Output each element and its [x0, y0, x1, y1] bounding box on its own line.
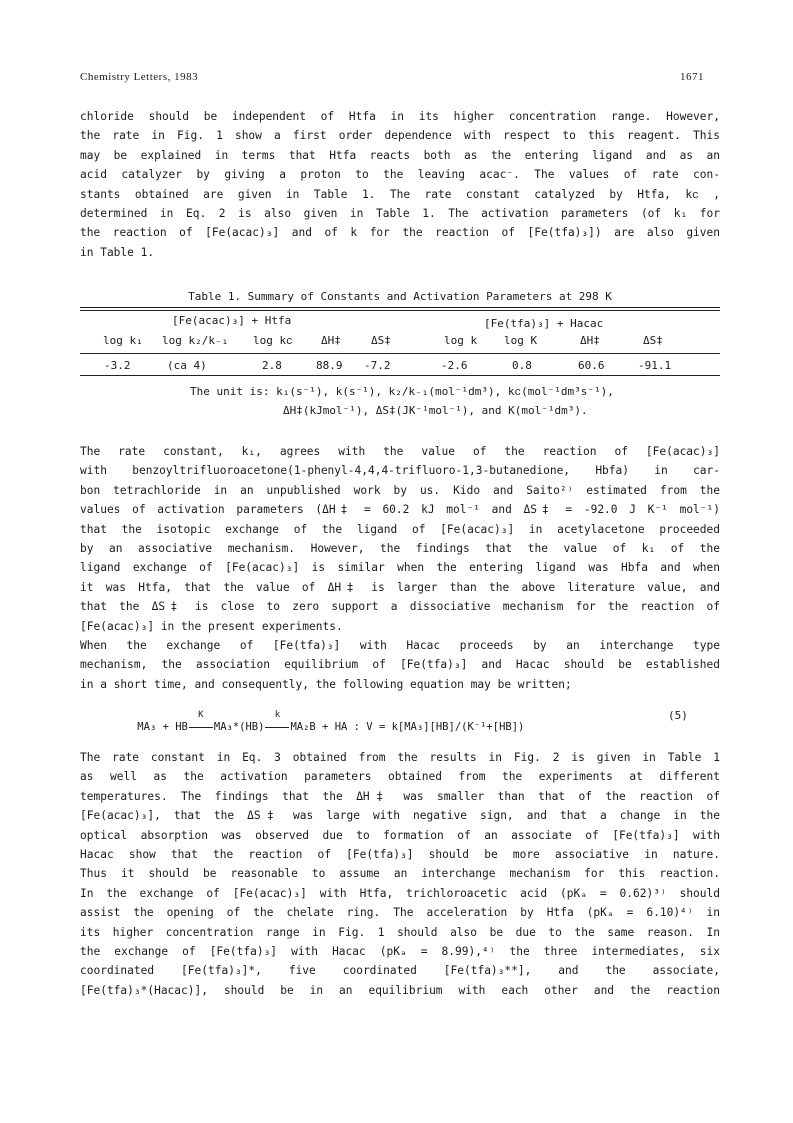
table-caption: Table 1. Summary of Constants and Activation Parameters at 298 K: [188, 290, 612, 303]
rate-constant-label: k: [274, 710, 281, 720]
table-cell: -3.2: [104, 359, 131, 372]
table-cell: -91.1: [638, 359, 672, 372]
table-header: ΔS‡: [643, 334, 663, 347]
text-line: [Fe(acac)₃], that the ΔS‡ was large with negative sign, and that a change in the: [80, 809, 720, 823]
text-line: temperatures. The findings that the ΔH‡ was smaller than that of the reaction of: [80, 789, 720, 803]
equation-5: [112, 709, 524, 745]
table-header: ΔS‡: [371, 334, 391, 347]
text-line: the rate in Fig. 1 show a first order dependence with respect to this reagent. This: [80, 129, 720, 143]
text-line: In the exchange of [Fe(acac)₃] with Htfa, trichloroacetic acid (pKₐ = 0.62)³⁾ should: [80, 886, 720, 900]
text-line: coordinated [Fe(tfa)₃]*, five coordinated [Fe(tfa)₃**], and the associate,: [80, 964, 720, 978]
running-header-journal: Chemistry Letters, 1983: [80, 71, 199, 83]
table-header: log k₁: [103, 334, 143, 347]
equation-lhs: MA₃ + HB: [137, 721, 188, 733]
text-line: assist the opening of the chelate ring. The acceleration by Htfa (pKₐ = 6.10)⁴⁾ in: [80, 906, 720, 920]
rate-arrow: [264, 710, 290, 733]
table-cell: -2.6: [441, 359, 468, 372]
table-header: ΔH‡: [321, 334, 341, 347]
text-line: that the ΔS‡ is close to zero support a dissociative mechanism for the reaction of: [80, 600, 720, 614]
text-line: determined in Eq. 2 is also given in Table 1. The activation parameters (of k₁ for: [80, 206, 720, 220]
text-line: may be explained in terms that Htfa reacts both as the entering ligand and as an: [80, 148, 720, 162]
table-header: log K: [504, 334, 538, 347]
table-unit-note: The unit is: k₁(s⁻¹), k(s⁻¹), k₂/k₋₁(mol⁻¹dm³), kᴄ(mol⁻¹dm³s⁻¹),: [190, 385, 614, 398]
table-group-right: [Fe(tfa)₃] + Hacac: [484, 317, 604, 330]
table-unit-note-2: ΔH‡(kJmol⁻¹), ΔS‡(JK⁻¹mol⁻¹), and K(mol⁻¹dm³).: [283, 404, 588, 417]
table-header: log kᴄ: [253, 334, 293, 347]
table-top-rule-2: [80, 310, 720, 311]
table-top-rule: [80, 307, 720, 308]
page-number: 1671: [680, 71, 704, 83]
text-line: When the exchange of [Fe(tfa)₃] with Hacac proceeds by an interchange type: [80, 638, 720, 652]
text-line: Thus it should be reasonable to assume an interchange mechanism for this reaction.: [80, 867, 720, 881]
text-line: in a short time, and consequently, the following equation may be written;: [80, 677, 572, 691]
text-line: bon tetrachloride in an unpublished work by us. Kido and Saito²⁾ estimated from the: [80, 483, 720, 497]
equation-rhs: MA₂B + HA : V = k[MA₃][HB]/(K⁻¹+[HB]): [290, 721, 525, 733]
equilibrium-constant-label: K: [198, 710, 204, 720]
paragraph-mechanism: [80, 748, 720, 1000]
text-line: it was Htfa, that the value of ΔH‡ is larger than the above literature value, and: [80, 580, 720, 594]
text-line: chloride should be independent of Htfa in its higher concentration range. However,: [80, 110, 720, 123]
table-cell: 2.8: [262, 359, 282, 372]
table-cell: 60.6: [578, 359, 605, 372]
text-line: values of activation parameters (ΔH‡ = 60.2 kJ mol⁻¹ and ΔS‡ = -92.0 J K⁻¹ mol⁻¹): [80, 503, 720, 517]
table-header: ΔH‡: [580, 334, 600, 347]
text-line: The rate constant, k₁, agrees with the value of the reaction of [Fe(acac)₃]: [80, 445, 720, 458]
table-group-left: [Fe(acac)₃] + Htfa: [172, 314, 292, 327]
text-line: as well as the activation parameters obtained from the experiments at different: [80, 770, 720, 784]
text-line: the reaction of [Fe(acac)₃] and of k for the reaction of [Fe(tfa)₃]) are also given: [80, 226, 720, 240]
text-line: by an associative mechanism. However, the findings that the value of k₁ of the: [80, 541, 720, 555]
equilibrium-arrow: [188, 710, 214, 733]
equation-intermediate: MA₃*(HB): [213, 721, 265, 733]
text-line: [Fe(acac)₃] in the present experiments.: [80, 619, 343, 633]
text-line: the exchange of [Fe(tfa)₃] with Hacac (pKₐ = 8.99),⁴⁾ the three intermediates, six: [80, 944, 720, 958]
table-mid-rule: [80, 353, 720, 354]
text-line: [Fe(tfa)₃*(Hacac)], should be in an equilibrium with each other and the reaction: [80, 983, 720, 997]
text-line: its higher concentration range in Fig. 1 should also be due to the same reason. In: [80, 925, 720, 939]
table-cell: (ca 4): [167, 359, 207, 372]
table-cell: -7.2: [364, 359, 391, 372]
table-bottom-rule: [80, 375, 720, 376]
text-line: acid catalyzer by giving a proton to the leaving acac⁻. The values of rate con-: [80, 168, 720, 182]
text-line: with benzoyltrifluoroacetone(1-phenyl-4,4,4-trifluoro-1,3-butanedione, Hbfa) in car-: [80, 464, 720, 478]
table-header: log k: [444, 334, 478, 347]
text-line: in Table 1.: [80, 245, 155, 259]
text-line: Hacac show that the reaction of [Fe(tfa)₃] should be more associative in nature.: [80, 847, 720, 861]
paragraph-discussion: [80, 442, 720, 694]
table-cell: 88.9: [316, 359, 343, 372]
equation-number: (5): [668, 709, 688, 722]
table-cell: 0.8: [512, 359, 532, 372]
paragraph-intro: [80, 107, 720, 262]
text-line: optical absorption was observed due to formation of an associate of [Fe(tfa)₃] with: [80, 828, 720, 842]
text-line: The rate constant in Eq. 3 obtained from the results in Fig. 2 is given in Table 1: [80, 751, 720, 764]
text-line: ligand exchange of [Fe(acac)₃] is similar when the entering ligand was Hbfa and when: [80, 561, 720, 575]
text-line: stants obtained are given in Table 1. The rate constant catalyzed by Htfa, kᴄ ,: [80, 187, 720, 201]
text-line: that the isotopic exchange of the ligand of [Fe(acac)₃] in acetylacetone proceeded: [80, 522, 720, 536]
text-line: mechanism, the association equilibrium of [Fe(tfa)₃] and Hacac should be established: [80, 658, 720, 672]
table-header: log k₂/k₋₁: [162, 334, 229, 347]
